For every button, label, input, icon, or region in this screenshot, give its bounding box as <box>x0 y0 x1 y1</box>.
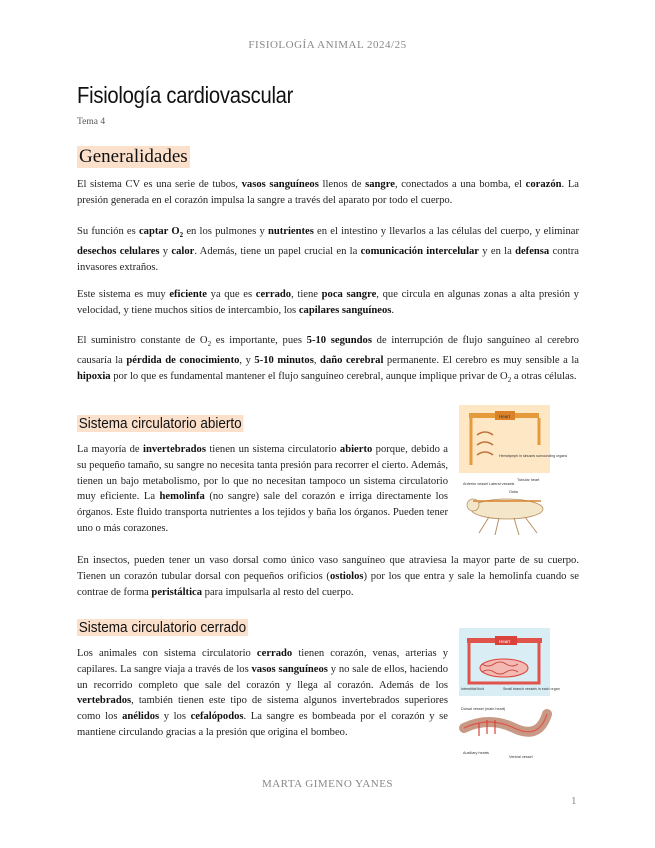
running-header: FISIOLOGÍA ANIMAL 2024/25 <box>248 39 407 51</box>
page-title: Fisiología cardiovascular <box>77 82 294 108</box>
paragraph-generalidades-3: Este sistema es muy eficiente ya que es cerrado, tiene poca sangre, que circula en algunas zonas a alta presión y velocidad, y tiene muchos sitios de intercambio, los capilares sanguíneos. <box>77 289 579 316</box>
fig-label-lateral: Lateral vessels <box>489 482 515 486</box>
paragraph-abierto-1: La mayoría de invertebrados tienen un sistema circulatorio abierto porque, debido a su pequeño tamaño, su sangre no necesita tanta presión para recorrer el cierto. Además, tienen un bajo metabolismo, por lo que no necesitan tampoco un sistema circulatorio muy eficiente. La hemolinfa (no sangre) sale del corazón e irriga directamente los órganos. Este fluido transporta nutrientes a los tejidos y baña los órganos. Pueden tener uno o más corazones. <box>77 444 448 534</box>
page-number: 1 <box>571 795 577 807</box>
figure-open-circulatory-system <box>459 405 568 539</box>
fig-label-interstitial: Interstitial fluid <box>461 687 484 691</box>
paragraph-generalidades-2: Su función es captar $O_2$ en los pulmones y nutrientes en el intestino y llevarlos a las células del cuerpo, y eliminar desechos celulares y calor. Además, tiene un papel crucial en la comunicación intercelular y en la defensa contra invasores extraños. <box>77 226 579 273</box>
section-heading-generalidades: Generalidades <box>79 146 188 167</box>
paragraph-cerrado-1: Los animales con sistema circulatorio cerrado tienen corazón, venas, arterias y capilares. La sangre viaja a través de los vasos sanguíneos y no sale de ellos, haciendo un recorrido completo que sale del corazón y llega al corazón. Además de los vertebrados, también tienen este tipo de sistema algunos invertebrados superiores como los anélidos y los cefalópodos. La sangre es bombeada por el corazón y se mantiene circulando gracias a la presión que origina el bombeo. <box>77 648 448 738</box>
fig-label-hemolymph: Hemolymph in sinuses surrounding organs <box>499 454 568 458</box>
fig-label-small-branch: Small branch vessels in each organ <box>503 687 560 691</box>
paragraph-abierto-2: En insectos, pueden tener un vaso dorsal como único vaso sanguíneo que atraviesa la mayor parte de su cuerpo. Tienen un corazón tubular dorsal con pequeños orificios (ostiolos) por los que entra y sale la hemolinfa cuando se contrae de forma peristáltica para impulsarla al resto del cuerpo. <box>77 555 579 598</box>
fig-label-tubular: Tubular heart <box>517 478 540 482</box>
closed-system-diagram <box>459 628 560 769</box>
fig-label-heart-closed: Heart <box>499 639 511 644</box>
page-footer: MARTA GIMENO YANES <box>261 778 394 790</box>
page-subtitle: Tema 4 <box>77 117 106 127</box>
fig-label-dorsal: Dorsal vessel (main heart) <box>461 707 506 711</box>
fig-label-auxiliary: Auxiliary hearts <box>463 751 489 755</box>
open-system-diagram <box>459 405 568 539</box>
fig-label-heart: Heart <box>499 414 511 419</box>
section-heading-cerrado: Sistema circulatorio cerrado <box>78 619 247 636</box>
fig-label-ventral: Ventral vessel <box>509 755 533 759</box>
paragraph-generalidades-4: El suministro constante de $O_2$ es importante, pues 5-10 segundos de interrupción de flujo sanguíneo al cerebro causaría la pérdida de conocimiento, y 5-10 minutos, daño cerebral permanente. El cerebro es muy sensible a la hipoxia por lo que es fundamental mantener el flujo sanguíneo cerebral, aunque implique privar de $O_2$ a otras células. <box>77 335 579 384</box>
section-heading-abierto: Sistema circulatorio abierto <box>78 415 242 432</box>
figure-closed-circulatory-system <box>459 628 560 769</box>
fig-label-anterior: Anterior vessel <box>463 482 489 486</box>
fig-label-ostia: Ostia <box>509 490 518 494</box>
paragraph-generalidades-1: El sistema CV es una serie de tubos, vasos sanguíneos llenos de sangre, conectados a una bomba, el corazón. La presión generada en el corazón impulsa la sangre a través del aparato por todo el cuerpo. <box>77 179 580 206</box>
